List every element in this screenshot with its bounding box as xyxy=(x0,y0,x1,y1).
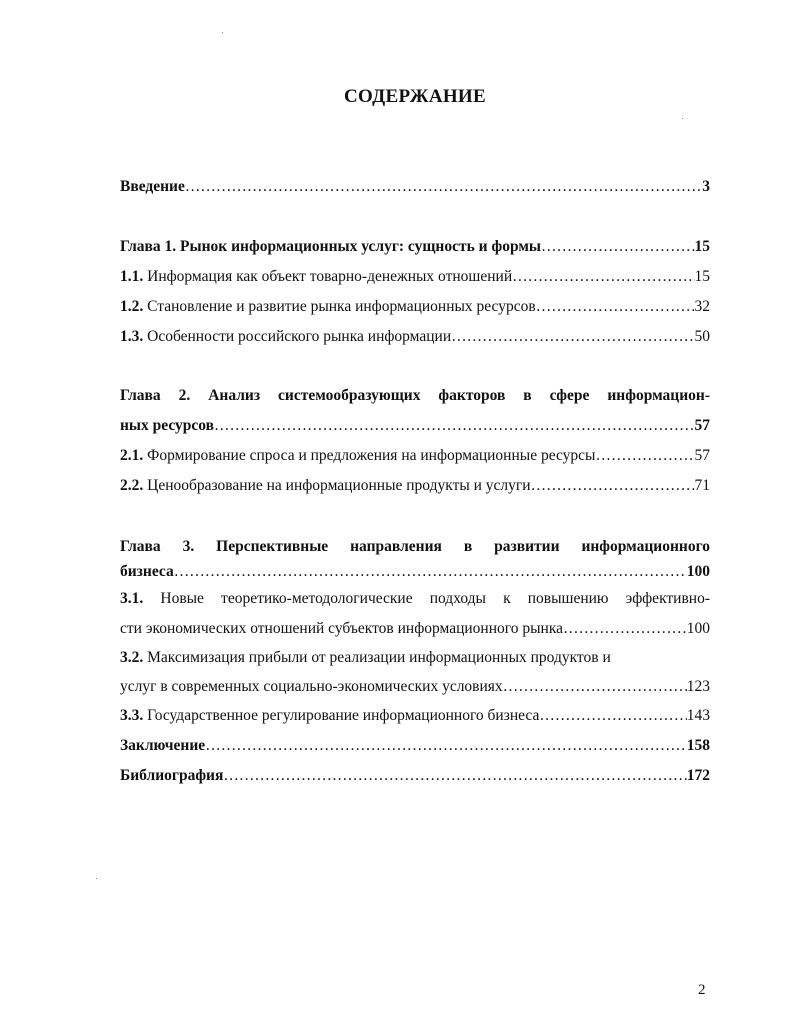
toc-section-2-2-page: 71 xyxy=(694,477,710,494)
toc-section-1-3-label: Особенности российского рынка информации xyxy=(147,328,452,345)
toc-chapter-2-label: ных ресурсов xyxy=(120,417,215,434)
toc-chapter-2 xyxy=(120,416,710,436)
toc-chapter-2-page: 57 xyxy=(694,417,710,434)
scan-speck xyxy=(96,878,97,879)
toc-bibliography xyxy=(120,766,710,786)
toc-section-1-2-label: Становление и развитие рынка информационных ресурсов xyxy=(147,298,536,315)
toc-section-1-1-label: Информация как объект товарно-денежных отношений xyxy=(147,268,513,285)
toc-section-3-2-page: 123 xyxy=(686,678,710,695)
toc-section-1-2-page: 32 xyxy=(694,298,710,315)
toc-section-3-1-label-line1: Новые теоретико-методологические подходы к повышению эффективно- xyxy=(160,590,710,607)
toc-section-1-1-page: 15 xyxy=(694,268,710,285)
toc-section-2-2-label: Ценообразование на информационные продукты и услуги xyxy=(147,477,531,494)
toc-section-1-2-num: 1.2. xyxy=(120,298,144,315)
toc-section-1-3-page: 50 xyxy=(694,328,710,345)
scan-speck xyxy=(682,118,683,119)
toc-section-2-1-num: 2.1. xyxy=(120,447,144,464)
toc-section-3-3-page: 143 xyxy=(686,707,710,724)
toc-chapter-3-label: бизнеса xyxy=(120,563,174,580)
toc-chapter-1-label: Глава 1. Рынок информационных услуг: сущность и формы xyxy=(120,238,541,255)
toc-chapter-3-line1: Глава 3. Перспективные направления в развитии информационного xyxy=(120,538,710,555)
page-title: СОДЕРЖАНИЕ xyxy=(344,86,486,107)
scan-speck xyxy=(222,32,223,33)
page-number: 2 xyxy=(698,982,706,998)
toc-section-3-2 xyxy=(120,677,710,697)
toc-chapter-1-page: 15 xyxy=(694,238,710,255)
toc-section-3-2-num: 3.2. xyxy=(120,649,144,666)
toc-conclusion xyxy=(120,736,710,756)
toc-section-1-3-num: 1.3. xyxy=(120,328,144,345)
toc-conclusion-label: Заключение xyxy=(120,737,206,754)
toc-conclusion-page: 158 xyxy=(686,737,710,754)
toc-section-3-3-label: Государственное регулирование информационного бизнеса xyxy=(147,707,540,724)
toc-section-2-2-num: 2.2. xyxy=(120,477,144,494)
toc-chapter-3-page: 100 xyxy=(686,563,710,580)
toc-section-2-1 xyxy=(120,446,710,466)
toc-section-2-1-label: Формирование спроса и предложения на информационные ресурсы xyxy=(147,447,596,464)
toc-section-3-1-label-line2: сти экономических отношений субъектов информационного рынка xyxy=(120,620,563,637)
toc-chapter-1 xyxy=(120,237,710,257)
toc-bibliography-label: Библиография xyxy=(120,767,224,784)
toc-section-1-1-num: 1.1. xyxy=(120,268,144,285)
toc-section-1-1 xyxy=(120,267,710,287)
toc-chapter-2-line1: Глава 2. Анализ системообразующих факторов в сфере информацион- xyxy=(120,387,710,404)
toc-section-3-2-label-line1: Максимизация прибыли от реализации информационных продуктов и xyxy=(147,649,611,666)
toc-section-3-2-label-line2: услуг в современных социально-экономических условиях xyxy=(120,678,503,695)
toc-section-3-3-num: 3.3. xyxy=(120,707,144,724)
toc-chapter-3 xyxy=(120,562,710,582)
toc-section-3-1-page: 100 xyxy=(686,620,710,637)
toc-section-3-1-num: 3.1. xyxy=(120,590,144,607)
toc-section-2-2 xyxy=(120,476,710,496)
toc-intro-label: Введение xyxy=(120,178,185,195)
toc-section-3-1 xyxy=(120,619,710,639)
toc-section-1-3 xyxy=(120,327,710,347)
toc-intro xyxy=(120,177,710,197)
toc-section-1-2 xyxy=(120,297,710,317)
toc-bibliography-page: 172 xyxy=(686,767,710,784)
toc-intro-page: 3 xyxy=(702,178,710,195)
toc-section-3-1-line1 xyxy=(120,589,710,609)
toc-section-3-3 xyxy=(120,706,710,726)
toc-section-2-1-page: 57 xyxy=(694,447,710,464)
toc-section-3-2-line1 xyxy=(120,648,710,668)
